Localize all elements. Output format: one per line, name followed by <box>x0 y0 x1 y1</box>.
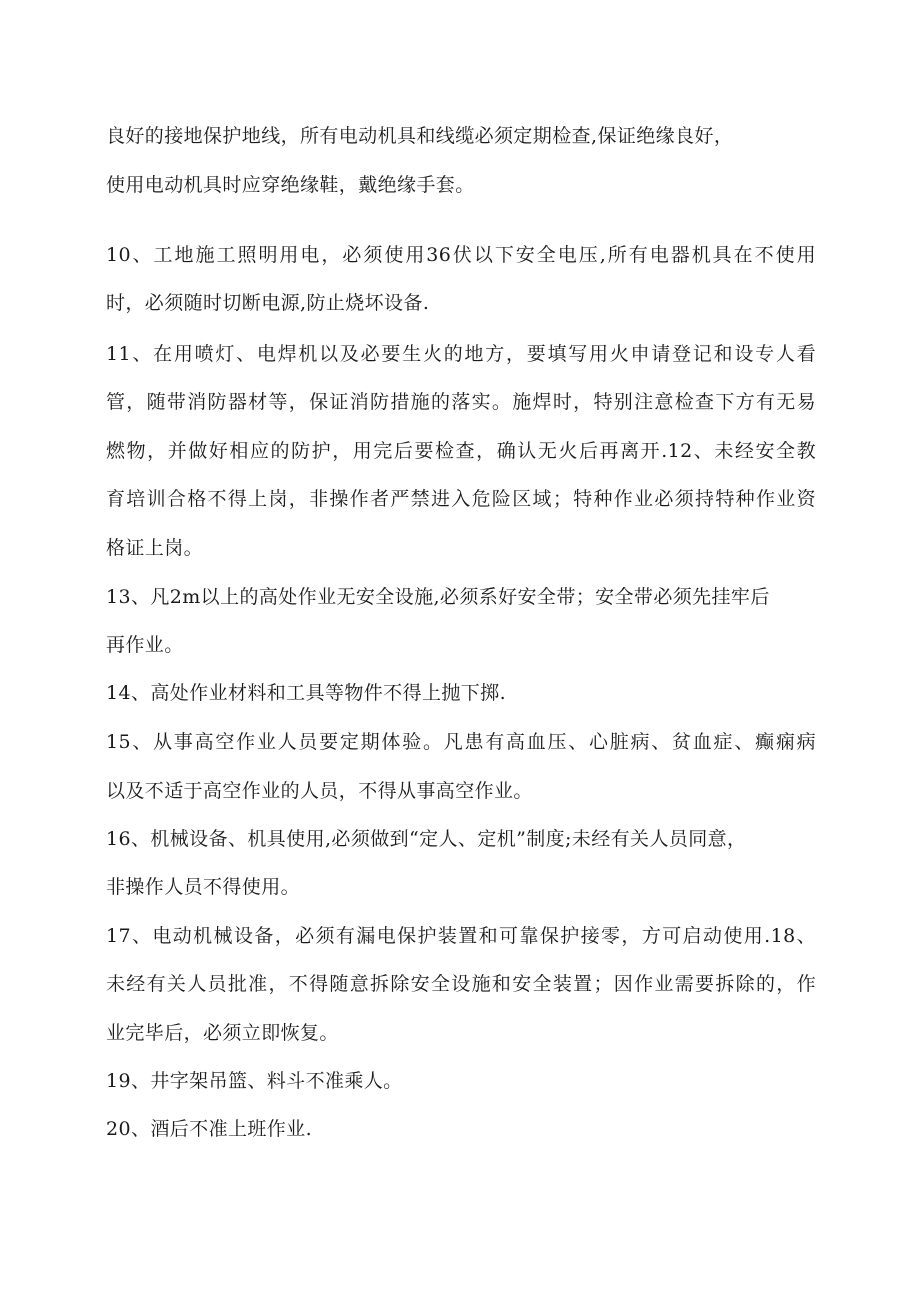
text-line: 格证上岗。 <box>106 537 204 559</box>
text-line: 使用电动机具时应穿绝缘鞋，戴绝缘手套。 <box>106 174 475 196</box>
text-line: 良好的接地保护地线，所有电动机具和线缆必须定期检查,保证绝缘良好， <box>106 125 734 147</box>
text-line: 燃物，并做好相应的防护，用完后要检查，确认无火后再离开.12、未经安全教 <box>106 440 816 462</box>
text-line: 以及不适于高空作业的人员，不得从事高空作业。 <box>106 780 533 802</box>
text-line: 10、工地施工照明用电，必须使用36伏以下安全电压,所有电器机具在不使用 <box>106 244 816 266</box>
text-line: 时，必须随时切断电源,防止烧坏设备. <box>106 292 430 314</box>
text-line: 11、在用喷灯、电焊机以及必要生火的地方，要填写用火申请登记和设专人看 <box>106 343 816 365</box>
text-line: 19、井字架吊篮、料斗不准乘人。 <box>106 1070 403 1092</box>
text-line: 13、凡2m以上的高处作业无安全设施,必须系好安全带；安全带必须先挂牢后 <box>106 586 770 608</box>
text-line: 再作业。 <box>106 634 184 656</box>
text-line: 15、从事高空作业人员要定期体验。凡患有高血压、心脏病、贫血症、癫痫病 <box>106 731 816 753</box>
text-line: 管，随带消防器材等，保证消防措施的落实。施焊时，特别注意检查下方有无易 <box>106 391 816 413</box>
text-line: 非操作人员不得使用。 <box>106 876 301 898</box>
text-line: 16、机械设备、机具使用,必须做到“定人、定机”制度;未经有关人员同意， <box>106 828 747 850</box>
text-line: 20、酒后不准上班作业. <box>106 1118 313 1140</box>
text-line: 14、高处作业材料和工具等物件不得上抛下掷. <box>106 682 507 704</box>
text-line: 未经有关人员批准，不得随意拆除安全设施和安全装置；因作业需要拆除的，作 <box>106 973 816 995</box>
text-line: 育培训合格不得上岗，非操作者严禁进入危险区域；特种作业必须持特种作业资 <box>106 488 816 510</box>
text-line: 17、电动机械设备，必须有漏电保护装置和可靠保护接零，方可启动使用.18、 <box>106 925 816 947</box>
text-line: 业完毕后，必须立即恢复。 <box>106 1022 339 1044</box>
